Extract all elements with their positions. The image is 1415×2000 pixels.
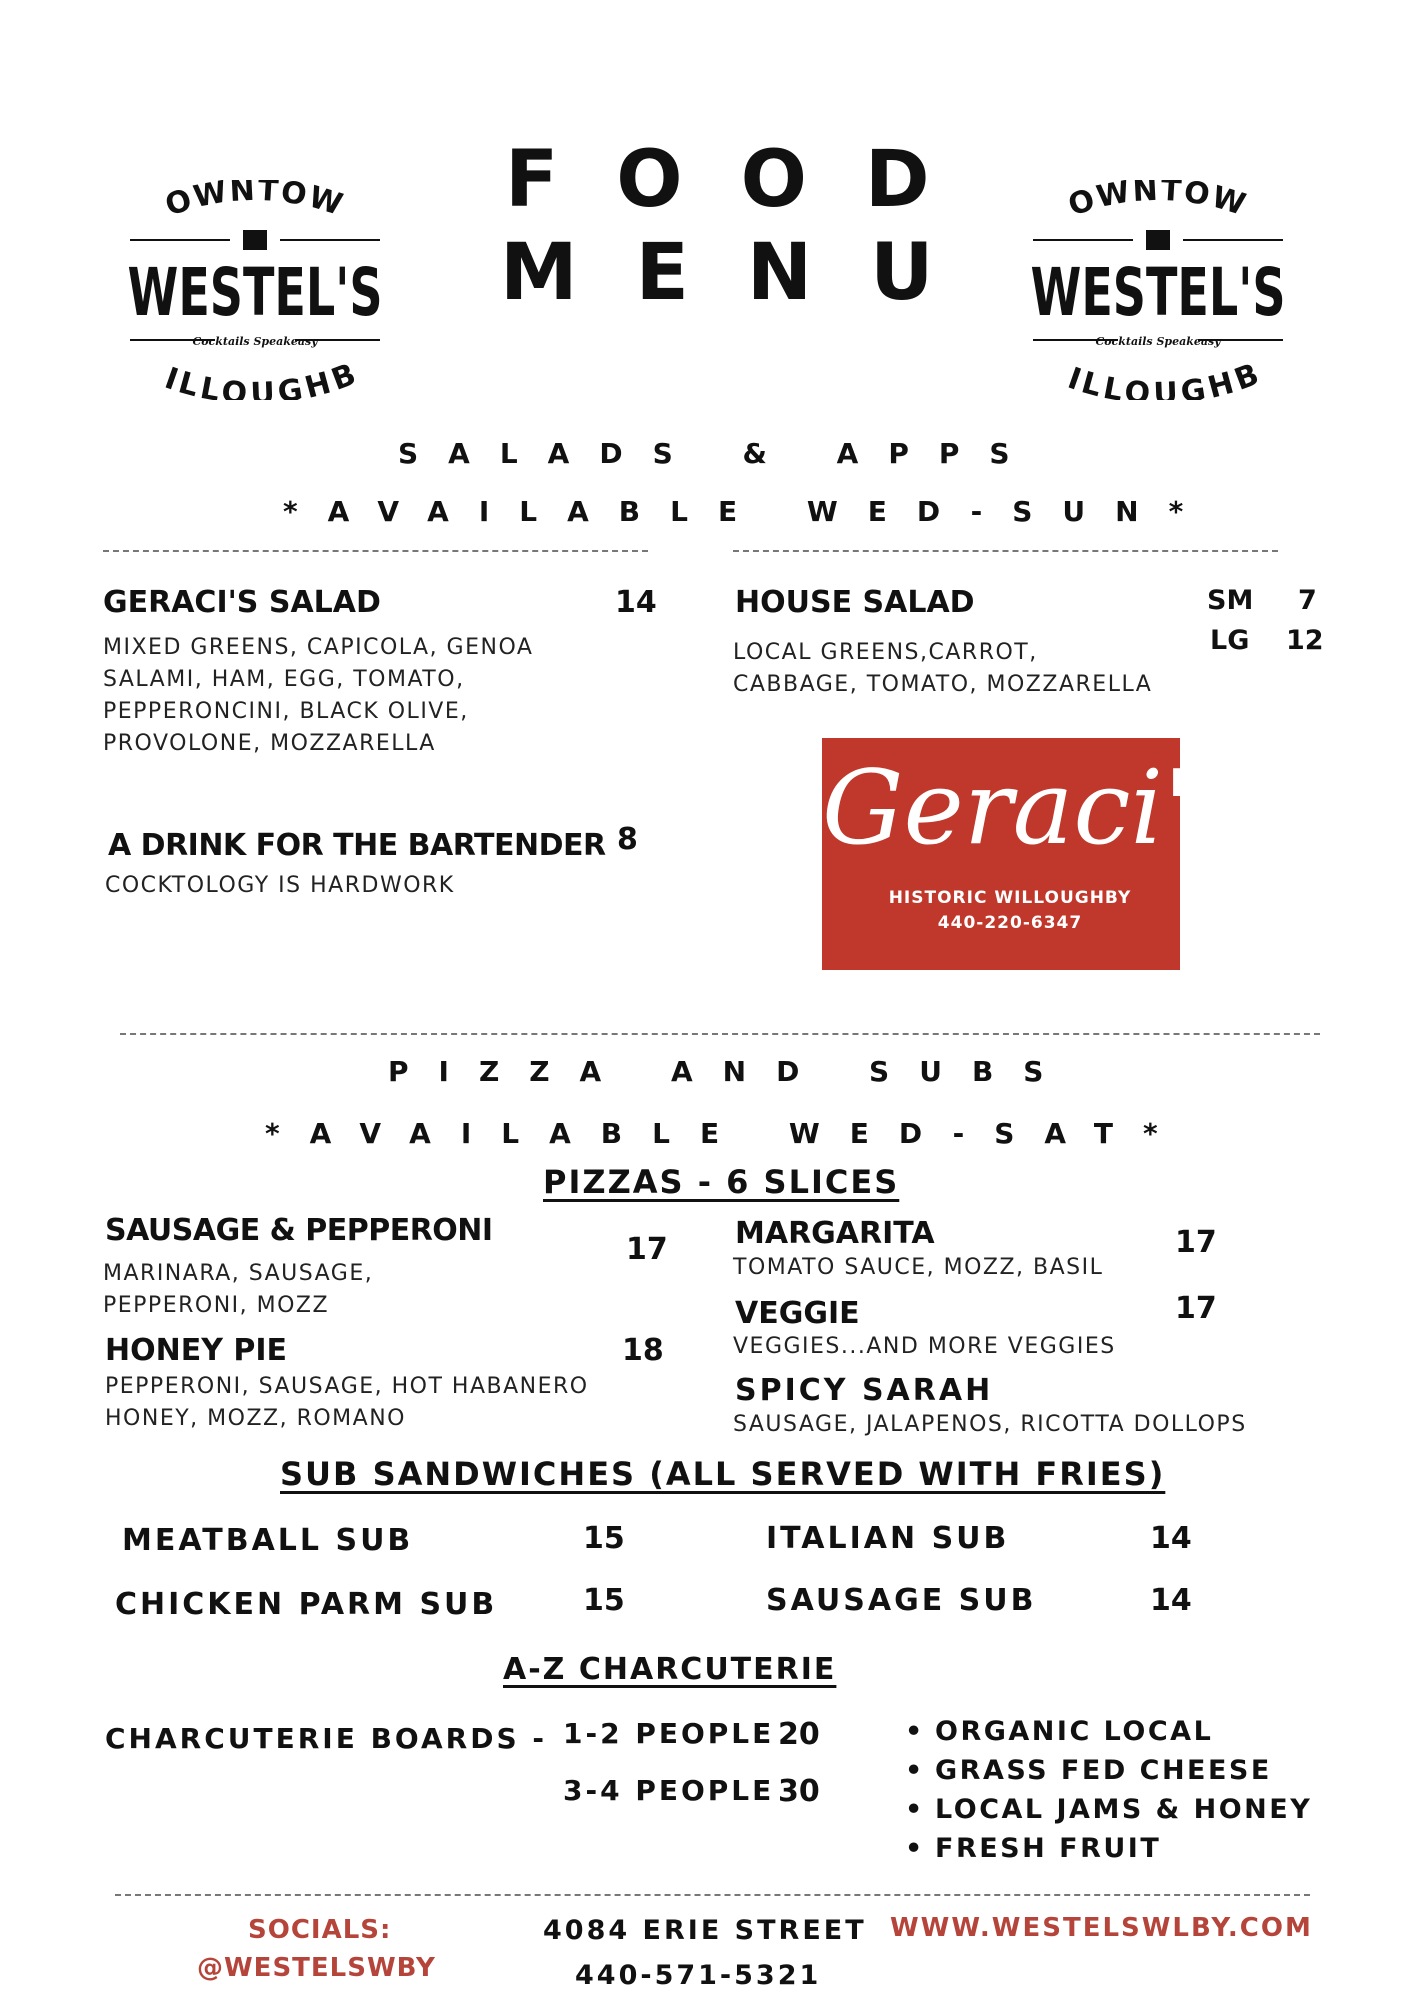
socials-handle[interactable]: @WESTELSWBY (197, 1953, 436, 1983)
pizza-sausage-pepperoni-name: SAUSAGE & PEPPERONI (105, 1213, 493, 1248)
logo-bottom-text: ILLOUGHB (1063, 356, 1264, 400)
pizza-heading: PIZZA AND SUBS (388, 1055, 1074, 1088)
salads-heading: SALADS & APPS (398, 437, 1040, 470)
salads-availability: *AVAILABLE WED-SUN* (283, 495, 1214, 528)
logo-tagline-text: Cocktails Speakeasy (1095, 335, 1221, 348)
pizza-veggie-name: VEGGIE (735, 1296, 860, 1331)
pizza-spicy-sarah-name: SPICY SARAH (735, 1373, 994, 1408)
charcuterie-heading: A-Z CHARCUTERIE (503, 1652, 837, 1687)
sub-sausage-name: SAUSAGE SUB (766, 1583, 1037, 1618)
pizza-margarita-name: MARGARITA (735, 1216, 935, 1251)
bartender-desc: COCKTOLOGY IS HARDWORK (105, 873, 455, 898)
sub-meatball-price: 15 (583, 1521, 625, 1556)
geracis-logo-line1: HISTORIC WILLOUGHBY (888, 888, 1132, 908)
pizza-spicy-sarah-desc: SAUSAGE, JALAPENOS, RICOTTA DOLLOPS (733, 1412, 1247, 1437)
sub-meatball-name: MEATBALL SUB (122, 1523, 414, 1558)
pizzas-subheading: PIZZAS - 6 SLICES (543, 1163, 900, 1201)
sub-chicken-parm-name: CHICKEN PARM SUB (115, 1587, 498, 1622)
geracis-logo (822, 738, 1244, 970)
website-link[interactable]: WWW.WESTELSWLBY.COM (890, 1913, 1313, 1943)
divider (103, 550, 648, 552)
bartender-name: A DRINK FOR THE BARTENDER (108, 828, 606, 863)
pizza-honey-pie-desc: PEPPERONI, SAUSAGE, HOT HABANERO HONEY, MOZZ, ROMANO (105, 1374, 589, 1431)
geraci-salad-name: GERACI'S SALAD (103, 585, 381, 620)
house-salad-name: HOUSE SALAD (735, 585, 975, 620)
subs-heading: SUB SANDWICHES (ALL SERVED WITH FRIES) (280, 1455, 1166, 1493)
house-salad-size-lg: LG (1210, 625, 1250, 656)
logo-brand-text: WESTEL'S (1030, 254, 1286, 331)
house-salad-price-sm: 7 (1298, 585, 1317, 616)
sub-italian-price: 14 (1150, 1521, 1192, 1556)
westels-logo-left (120, 180, 390, 404)
svg-text:DOWNTOWN (1023, 180, 1251, 223)
geraci-salad-desc: MIXED GREENS, CAPICOLA, GENOA SALAMI, HAM, EGG, TOMATO, PEPPERONCINI, BLACK OLIVE, PROVOLONE, MOZZARELLA (103, 635, 534, 756)
logo-top-text: OWNTOW (161, 180, 349, 224)
westels-logo-icon (1023, 180, 1293, 400)
geracis-logo-script: Geraci's (822, 749, 1244, 868)
logo-top-text: OWNTOW (1064, 180, 1252, 224)
logo-tagline-text: Cocktails Speakeasy (192, 335, 318, 348)
charcuterie-option-1-price: 20 (778, 1717, 820, 1752)
title-line-2: MENU (500, 228, 992, 318)
pizza-sausage-pepperoni-desc: MARINARA, SAUSAGE, PEPPERONI, MOZZ (103, 1261, 374, 1318)
house-salad-desc: LOCAL GREENS,CARROT, CABBAGE, TOMATO, MOZZARELLA (733, 640, 1153, 697)
geracis-logo-phone: 440-220-6347 (937, 913, 1083, 933)
sub-sausage-price: 14 (1150, 1583, 1192, 1618)
divider (120, 1033, 1320, 1035)
charcuterie-option-2-price: 30 (778, 1774, 820, 1809)
charcuterie-bullets (905, 1712, 1312, 1868)
house-salad-price-lg: 12 (1286, 625, 1324, 656)
logo-bottom-text: ILLOUGHB (160, 356, 361, 400)
westels-logo-right (1023, 180, 1293, 404)
pizza-veggie-desc: VEGGIES...AND MORE VEGGIES (733, 1334, 1116, 1359)
pizza-sausage-pepperoni-price: 17 (626, 1232, 668, 1267)
pizza-margarita-price: 17 (1175, 1225, 1217, 1260)
bartender-price: 8 (617, 822, 638, 857)
geraci-salad-price: 14 (615, 585, 657, 620)
logo-brand-text: WESTEL'S (127, 254, 383, 331)
charcuterie-option-1-people: 1-2 PEOPLE (563, 1717, 775, 1750)
pizza-honey-pie-name: HONEY PIE (105, 1333, 288, 1368)
sub-italian-name: ITALIAN SUB (766, 1521, 1010, 1556)
charcuterie-option-2-people: 3-4 PEOPLE (563, 1774, 775, 1807)
svg-text:DOWNTOWN (120, 180, 348, 223)
list-item: • LOCAL JAMS & HONEY (905, 1790, 1312, 1829)
list-item: • FRESH FRUIT (905, 1829, 1312, 1868)
charcuterie-label: CHARCUTERIE BOARDS - (105, 1722, 547, 1755)
phone[interactable]: 440-571-5321 (575, 1960, 822, 1991)
socials-label: SOCIALS: (248, 1915, 392, 1945)
house-salad-size-sm: SM (1207, 585, 1254, 616)
pizza-honey-pie-price: 18 (622, 1333, 664, 1368)
list-item: • ORGANIC LOCAL (905, 1712, 1312, 1751)
pizza-margarita-desc: TOMATO SAUCE, MOZZ, BASIL (733, 1255, 1104, 1280)
pizza-veggie-price: 17 (1175, 1291, 1217, 1326)
address: 4084 ERIE STREET (543, 1915, 867, 1946)
title-line-1: FOOD (505, 135, 988, 225)
divider (115, 1894, 1310, 1896)
westels-logo-icon (120, 180, 390, 400)
sub-chicken-parm-price: 15 (583, 1583, 625, 1618)
divider (733, 550, 1278, 552)
list-item: • GRASS FED CHEESE (905, 1751, 1312, 1790)
pizza-availability: *AVAILABLE WED-SAT* (265, 1117, 1188, 1150)
